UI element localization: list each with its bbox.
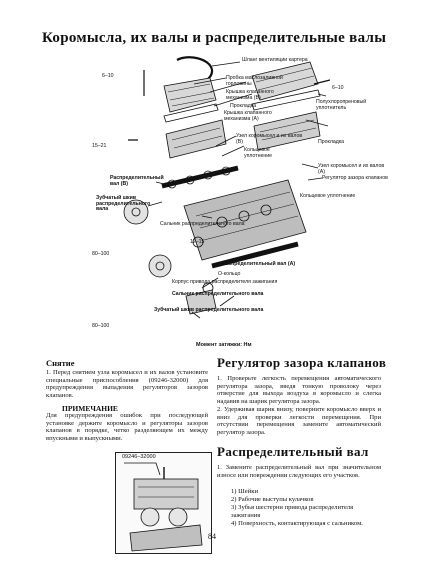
camshaft-item-1: 1) Шейки <box>231 488 258 495</box>
label-camshaft-a: Распределительный вал (А) <box>222 261 296 267</box>
label-camshaft-seal-1: Сальник распределительного вала <box>160 221 245 227</box>
label-torque-6: 80–100 <box>92 323 110 329</box>
label-lash-adjuster: Регулятор зазора клапанов <box>322 175 388 181</box>
camshaft-item-3: 3) Зубья шестерни привода распределителя зажигания <box>231 504 354 519</box>
label-camshaft-pulley-2: Зубчатый шкив распределительного вала <box>154 307 264 313</box>
label-gasket-1: Прокладка <box>230 103 257 109</box>
label-torque-3: 15–21 <box>92 143 107 149</box>
page-number: 84 <box>208 532 216 541</box>
label-polychloroprene-seal: Полухлоропреновый уплотнитель <box>316 99 367 111</box>
label-o-ring-1: Кольцевое уплотнение <box>244 147 273 159</box>
label-rocker-assembly-b: Узел коромысел и их валов (В) <box>236 133 303 145</box>
camshaft-item-4: 4) Поверхность, контактирующая с сальником. <box>231 520 363 527</box>
exploded-view-diagram <box>92 56 392 356</box>
label-camshaft-b: Распределительный вал (В) <box>110 175 164 187</box>
removal-text: 1. Перед снятием узла коромысел и их валов установите специальные приспособления (09246-32000) для предупреждения выпадения регуляторов зазоров клапанов. <box>46 369 208 399</box>
note-text: Для предупреждения ошибок при последующей установке держите коромысло и регуляторы зазоров клапанов в порядке, четко разделяющем их между впускными и выпускными. <box>46 412 208 442</box>
torque-note: Момент затяжки: Нм <box>196 342 252 348</box>
regulator-text-2: 2. Удерживая шарик внизу, поверните коромысло вверх и вниз для проверки легкости перемещения. При отсутствии перемещения замените автоматический регулятор зазора. <box>217 406 381 436</box>
regulator-heading: Регулятор зазора клапанов <box>217 355 387 370</box>
camshaft-intro: 1. Замените распределительный вал при значительном износе или повреждении следующих его участков. <box>217 464 381 479</box>
label-torque-1: 6–10 <box>102 73 114 79</box>
label-distributor-housing: Корпус привода распределителя зажигания <box>172 279 278 285</box>
label-oil-filler-plug: Пробка маслозаливной горловины <box>226 75 283 87</box>
label-gasket-2: Прокладка <box>318 139 345 145</box>
label-rocker-assembly-a: Узел коромысел и их валов (А) <box>318 163 385 175</box>
label-valve-cover-b: Крышка клапанного механизма (В) <box>226 89 274 101</box>
special-tool-label: 09246–32000 <box>122 454 156 460</box>
camshaft-heading: Распределительный вал <box>217 444 369 459</box>
label-torque-2: 6–10 <box>332 85 344 91</box>
label-crankcase-vent-hose: Шланг вентиляции картера <box>242 57 308 63</box>
page-title: Коромысла, их валы и распределительные валы <box>42 30 387 46</box>
removal-heading: Снятие <box>46 358 75 368</box>
label-torque-4: 12–15 <box>190 239 205 245</box>
label-torque-5: 80–100 <box>92 251 110 257</box>
note-heading: ПРИМЕЧАНИЕ <box>62 404 118 413</box>
special-tool-drawing <box>116 453 211 553</box>
label-o-ring-3: О-кольцо <box>218 271 241 277</box>
label-camshaft-seal-2: Сальник распределительного вала <box>172 291 264 297</box>
camshaft-item-2: 2) Рабочие выступы кулачков <box>231 496 314 503</box>
label-valve-cover-a: Крышка клапанного механизма (А) <box>224 110 272 122</box>
regulator-text-1: 1. Проверьте легкость перемещения автоматического регулятора зазора, введя тонкую проволоку через отверстие для выхода воздуха в коромысло и слегка надавив на шарик регулятора зазора. <box>217 375 381 405</box>
label-o-ring-2: Кольцевое уплотнение <box>300 193 356 199</box>
label-camshaft-pulley-1: Зубчатый шкив распределительного вала <box>96 195 151 213</box>
special-tool-figure <box>115 452 212 554</box>
